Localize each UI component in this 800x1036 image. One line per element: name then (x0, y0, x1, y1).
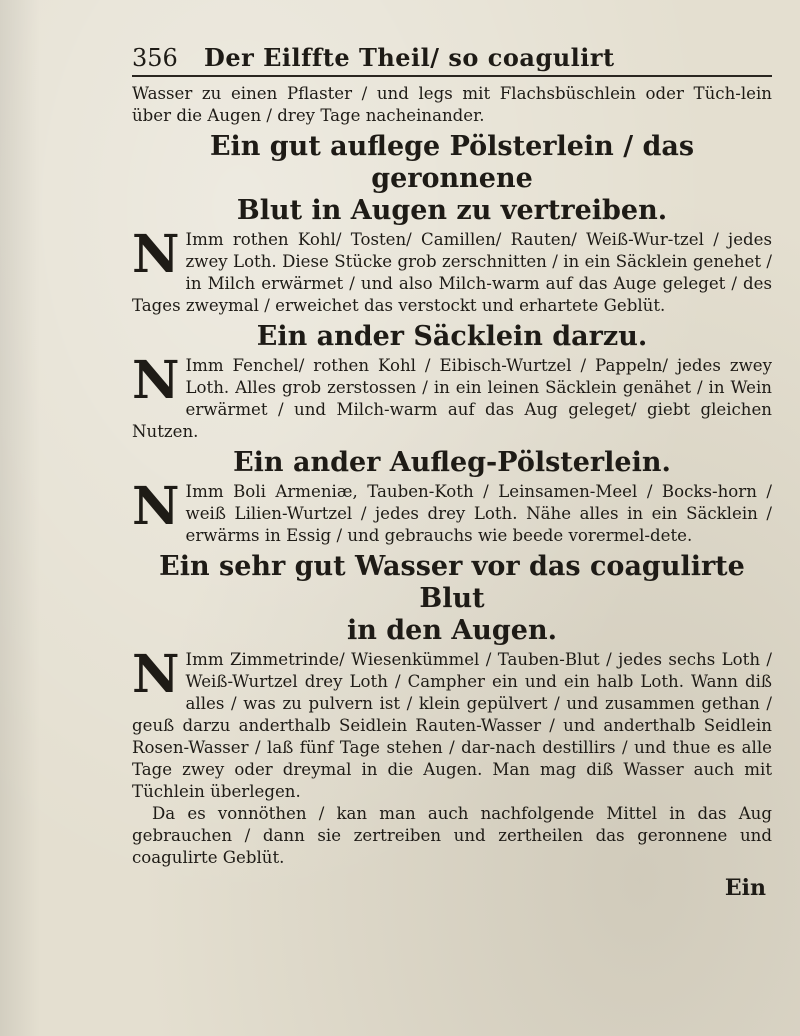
section-heading (132, 447, 772, 479)
section-heading (132, 321, 772, 353)
paragraph-text: Imm Zimmetrinde/ Wiesenkümmel / Tauben-Blut / jedes sechs Loth / Weiß-Wurtzel drey Loth / Campher ein und ein halb Loth. Wann diß alles / was zu pulvern ist / klein gepülvert / und zusammen gethan / geuß darzu anderthalb Seidlein Rauten-Wasser / und anderthalb Seidlein Rosen-Wasser / laß fünf Tage stehen / dar-nach destillirs / und thue es alle Tage zwey oder dreymal in die Augen. Man mag diß Wasser auch mit Tüchlein überlegen. (132, 650, 772, 801)
heading-line: Ein sehr gut Wasser vor das coagulirte Blut (159, 551, 745, 614)
recipe-paragraph (132, 644, 772, 803)
recipe-paragraph (132, 476, 772, 547)
heading-line: in den Augen. (346, 615, 558, 646)
page-header (132, 38, 772, 77)
page-fold-shadow (0, 0, 40, 1036)
recipe-paragraph (132, 224, 772, 317)
paragraph-text: Imm rothen Kohl/ Tosten/ Camillen/ Rauten/ Weiß-Wur-tzel / jedes zwey Loth. Diese Stücke grob zerschnitten / in ein Säcklein genehet / in Milch erwärmet / und also Milch-warm auf das Auge geleget / des Tages zweymal / erweichet das verstockt und erhartete Geblüt. (132, 230, 772, 315)
running-head: Der Eilffte Theil/ so coagulirt (204, 43, 615, 72)
paragraph-text: Imm Fenchel/ rothen Kohl / Eibisch-Wurtzel / Pappeln/ jedes zwey Loth. Alles grob zerstossen / in ein leinen Säcklein genähet / in Wein erwärmet / und Milch-warm auf das Aug geleget/ giebt gleichen Nutzen. (132, 356, 772, 441)
page-number: 356 (132, 44, 178, 72)
heading-line: Ein ander Säcklein darzu. (256, 321, 648, 352)
heading-line: Ein ander Aufleg-Pölsterlein. (233, 447, 671, 478)
drop-cap: N (132, 224, 180, 285)
recipe-paragraph (132, 350, 772, 443)
catchword: Ein (724, 875, 766, 901)
drop-cap: N (132, 644, 180, 705)
heading-line: Blut in Augen zu vertreiben. (236, 195, 668, 226)
drop-cap: N (132, 476, 180, 537)
drop-cap: N (132, 350, 180, 411)
heading-line: Ein gut auflege Pölsterlein / das geronnene (209, 131, 695, 194)
section-heading (132, 551, 772, 647)
paragraph-text: Imm Boli Armeniæ, Tauben-Koth / Leinsamen-Meel / Bocks-horn / weiß Lilien-Wurtzel / jedes drey Loth. Nähe alles in ein Säcklein / erwärms in Essig / und gebrauchs wie beede vorermel-dete. (185, 482, 772, 545)
paragraph-continuation: Wasser zu einen Pflaster / und legs mit Flachsbüschlein oder Tüch-lein über die Augen / drey Tage nacheinander. (132, 84, 772, 125)
section-heading (132, 131, 772, 227)
closing-paragraph: Da es vonnöthen / kan man auch nachfolgende Mittel in das Aug gebrauchen / dann sie zertreiben und zertheilen das geronnene und coagulirte Geblüt. (132, 804, 772, 867)
text-block (132, 38, 772, 901)
